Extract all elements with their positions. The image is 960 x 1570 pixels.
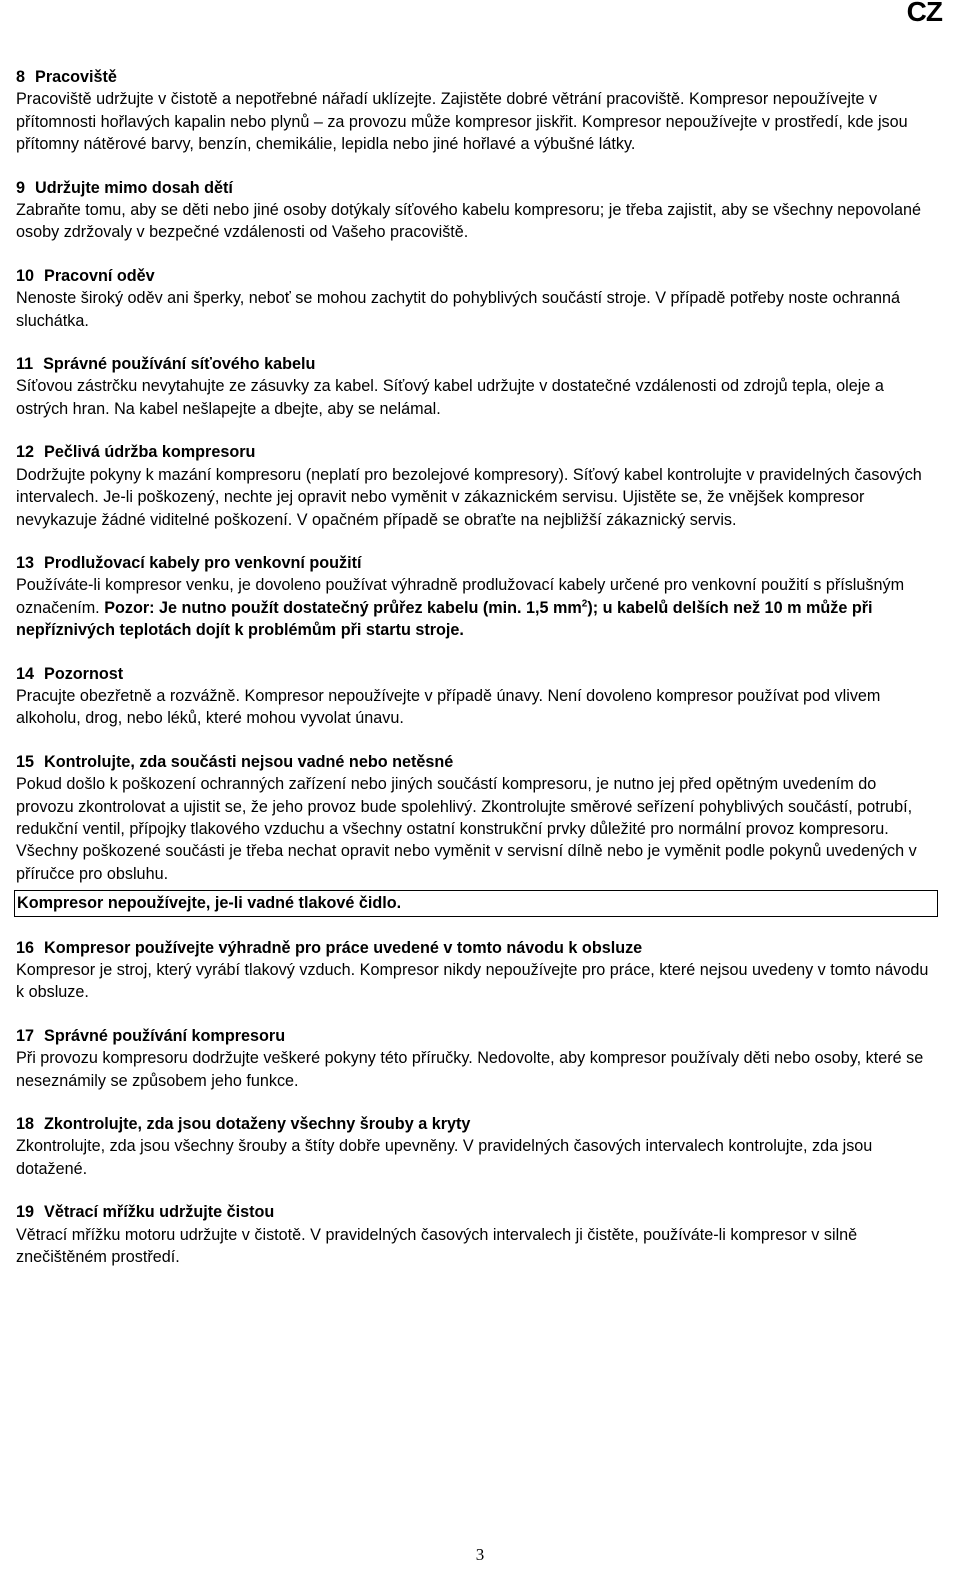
document-body (16, 66, 936, 1289)
section-number: 19 (16, 1203, 35, 1222)
section-title: Pozornost (44, 664, 124, 683)
section-text: Zabraňte tomu, aby se děti nebo jiné osoby dotýkaly síťového kabelu kompresoru; je třeba zajistit, aby se všechny nepovolané osoby zdržovaly v bezpečné vzdálenosti od Vašeho pracoviště. (16, 201, 921, 242)
section-number: 13 (16, 553, 35, 572)
section-8 (16, 66, 936, 156)
section-text: Kompresor je stroj, který vyrábí tlakový vzduch. Kompresor nikdy nepoužívejte pro práce, které nejsou uvedeny v tomto návodu k obsluze. (16, 961, 929, 1002)
section-number: 16 (16, 938, 35, 957)
section-title: Prodlužovací kabely pro venkovní použití (44, 553, 362, 572)
section-text: Při provozu kompresoru dodržujte veškeré pokyny této příručky. Nedovolte, aby kompresor používaly děti nebo osoby, které se neseznámily se způsobem jeho funkce. (16, 1049, 924, 1090)
section-11 (16, 353, 936, 420)
section-10 (16, 265, 936, 332)
section-title: Kontrolujte, zda součásti nejsou vadné nebo netěsné (44, 752, 454, 771)
section-number: 8 (16, 68, 26, 86)
section-9 (16, 177, 936, 244)
cable-warning-text-end: ); u kabelů delších než 10 m může při nepříznivých teplotách dojít k problémům při startu stroje. (16, 598, 873, 640)
superscript-2: 2 (581, 598, 588, 610)
section-number: 14 (16, 664, 35, 683)
section-heading (16, 1113, 936, 1135)
section-number: 9 (16, 178, 26, 197)
section-18 (16, 1113, 936, 1180)
cable-warning-text: Pozor: Je nutno použít dostatečný průřez kabelu (min. 1,5 mm (104, 598, 582, 617)
boxed-warning: Kompresor nepoužívejte, je-li vadné tlakové čidlo. (14, 890, 938, 916)
section-heading (16, 265, 936, 287)
section-text: Dodržujte pokyny k mazání kompresoru (neplatí pro bezolejové kompresory). Síťový kabel kontrolujte v pravidelných časových intervalech. Je-li poškozený, nechte jej opravit nebo vyměnit v zákaznickém servisu. Ujistěte se, že vnějšek kompresor nevykazuje žádné viditelné poškození. V opačném případě se obraťte na nejbližší zákaznický servis. (16, 465, 922, 529)
section-title: Zkontrolujte, zda jsou dotaženy všechny šrouby a kryty (44, 1115, 471, 1134)
section-heading (16, 751, 936, 773)
section-title: Pracoviště (35, 68, 117, 86)
section-13 (16, 552, 936, 642)
section-number: 11 (16, 355, 34, 374)
section-text: Zkontrolujte, zda jsou všechny šrouby a štíty dobře upevněny. V pravidelných časových intervalech kontrolujte, zda jsou dotažené. (16, 1137, 873, 1178)
section-15 (16, 751, 936, 885)
section-title: Pečlivá údržba kompresoru (44, 443, 256, 462)
section-heading (16, 1025, 936, 1047)
section-text: Nenoste široký oděv ani šperky, neboť se mohou zachytit do pohyblivých součástí stroje. V případě potřeby noste ochranná sluchátka. (16, 289, 900, 330)
section-number: 10 (16, 266, 35, 285)
section-17 (16, 1025, 936, 1092)
section-title: Kompresor používejte výhradně pro práce uvedené v tomto návodu k obsluze (44, 938, 643, 957)
section-text: Větrací mřížku motoru udržujte v čistotě. V pravidelných časových intervalech ji čistěte, používáte-li kompresor v silně znečištěném prostředí. (16, 1225, 858, 1267)
section-text: Pokud došlo k poškození ochranných zařízení nebo jiných součástí kompresoru, je nutno jej před opětným uvedením do provozu zkontrolovat a ujistit se, že jeho provoz bude spolehlivý. Zkontrolujte směrové seřízení pohyblivých součástí, potrubí, redukční ventil, přípojky tlakového vzduchu a všechny ostatní konstrukční prvky důležité pro normální provoz kompresoru. Všechny poškozené součásti je třeba nechat opravit nebo vyměnit v servisní dílně nebo je vyměnit podle pokynů uvedených v příručce pro obsluhu. (16, 775, 917, 883)
page-number: 3 (475, 1545, 485, 1564)
section-title: Pracovní oděv (44, 266, 155, 285)
section-heading (16, 441, 936, 463)
section-heading (16, 663, 936, 685)
language-code: CZ (906, 0, 942, 27)
section-12 (16, 441, 936, 531)
section-number: 17 (16, 1026, 35, 1045)
section-19 (16, 1201, 936, 1268)
section-title: Udržujte mimo dosah dětí (35, 178, 233, 197)
section-text: Pracoviště udržujte v čistotě a nepotřebné nářadí uklízejte. Zajistěte dobré větrání pracoviště. Kompresor nepoužívejte v přítomnosti hořlavých kapalin nebo plynů – za provozu může kompresor jiskřit. Kompresor nepoužívejte v prostředí, kde jsou přítomny nátěrové barvy, benzín, chemikálie, lepidla nebo jiné hořlavé a výbušné látky. (16, 90, 908, 154)
section-heading (16, 177, 936, 199)
section-text-regular: Používáte-li kompresor venku, je dovoleno používat výhradně prodlužovací kabely určené pro venkovní použití s příslušným označením. (16, 576, 905, 617)
section-heading (16, 66, 936, 88)
section-text: Pracujte obezřetně a rozvážně. Kompresor nepoužívejte v případě únavy. Není dovoleno kompresor používat pod vlivem alkoholu, drog, nebo léků, které mohou vyvolat únavu. (16, 686, 881, 728)
section-title: Správné používání síťového kabelu (43, 355, 316, 374)
section-number: 18 (16, 1115, 35, 1134)
section-heading (16, 937, 936, 959)
section-title: Správné používání kompresoru (44, 1026, 286, 1045)
section-heading (16, 353, 936, 375)
section-number: 12 (16, 443, 35, 462)
section-text (16, 574, 936, 641)
section-number: 15 (16, 752, 35, 771)
section-heading (16, 552, 936, 574)
section-16 (16, 937, 936, 1004)
section-title: Větrací mřížku udržujte čistou (44, 1203, 275, 1222)
section-heading (16, 1201, 936, 1223)
section-14 (16, 663, 936, 730)
section-text: Síťovou zástrčku nevytahujte ze zásuvky za kabel. Síťový kabel udržujte v dostatečné vzdálenosti od zdrojů tepla, oleje a ostrých hran. Na kabel nešlapejte a dbejte, aby se nelámal. (16, 377, 884, 418)
